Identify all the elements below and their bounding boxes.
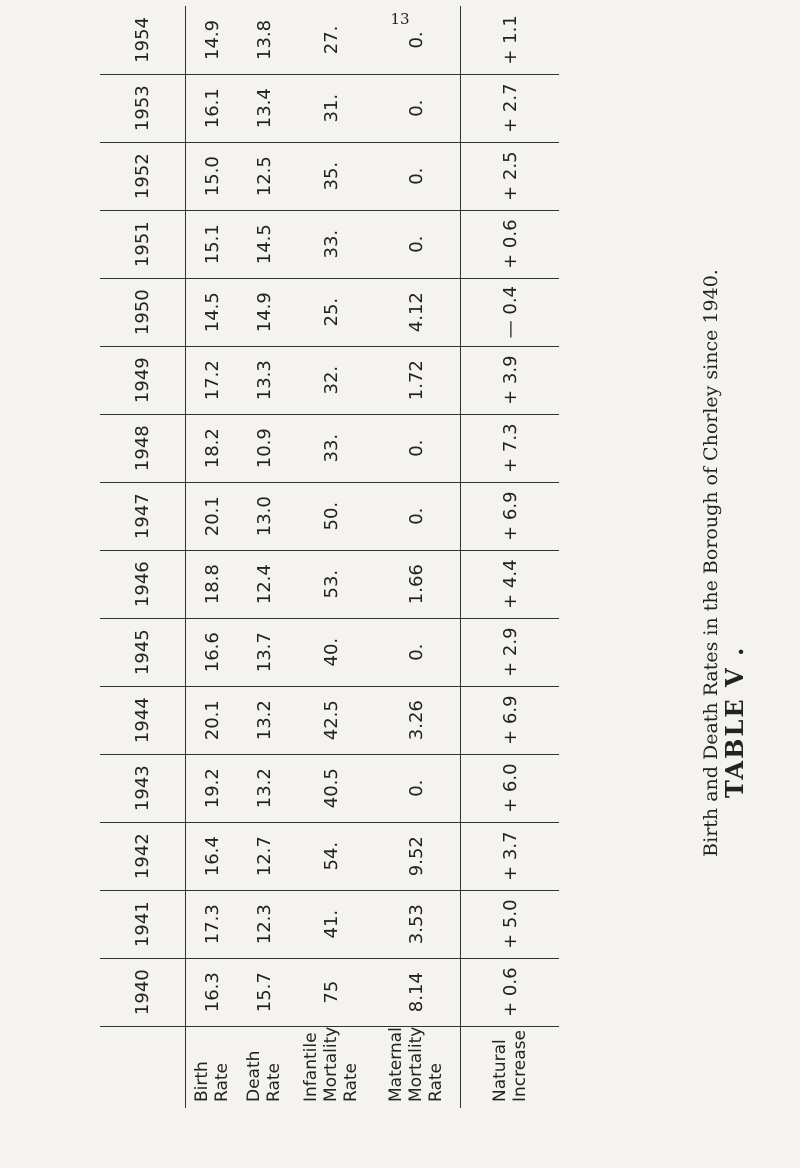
table-cell: 3.53 (372, 890, 461, 958)
table-cell: 40.5 (290, 754, 372, 822)
year-header: 1952 (100, 142, 186, 210)
table-cell: + 2.5 (461, 142, 560, 210)
table-row-birth-rate (186, 6, 239, 1108)
table-cell: 1.66 (372, 550, 461, 618)
table-row-infantile-mortality (290, 6, 372, 1108)
table-row-natural-increase (461, 6, 560, 1108)
table-cell: 18.8 (186, 550, 239, 618)
table-cell: 15.1 (186, 210, 239, 278)
table-cell: 53. (290, 550, 372, 618)
table-cell: 0. (372, 618, 461, 686)
year-header: 1950 (100, 278, 186, 346)
table-cell: 1.72 (372, 346, 461, 414)
table-cell: 14.5 (238, 210, 290, 278)
table-cell: 19.2 (186, 754, 239, 822)
table-cell: 15.0 (186, 142, 239, 210)
table-cell: 20.1 (186, 482, 239, 550)
table-cell: 13.4 (238, 74, 290, 142)
table-cell: 18.2 (186, 414, 239, 482)
year-header: 1947 (100, 482, 186, 550)
table-cell: 41. (290, 890, 372, 958)
table-cell: 20.1 (186, 686, 239, 754)
table-cell: 50. (290, 482, 372, 550)
table-cell: 13.7 (238, 618, 290, 686)
table-cell: 0. (372, 754, 461, 822)
year-header: 1942 (100, 822, 186, 890)
table-cell: 13.3 (238, 346, 290, 414)
table-cell: 40. (290, 618, 372, 686)
table-cell: + 6.0 (461, 754, 560, 822)
table-caption: Birth and Death Rates in the Borough of Chorley since 1940. (700, 269, 722, 857)
table-cell: 4.12 (372, 278, 461, 346)
table-cell: 31. (290, 74, 372, 142)
table-cell: 0. (372, 74, 461, 142)
year-header: 1943 (100, 754, 186, 822)
row-label: Birth Rate (186, 1026, 239, 1108)
table-cell: 17.3 (186, 890, 239, 958)
year-header: 1948 (100, 414, 186, 482)
table-cell: 35. (290, 142, 372, 210)
table-cell: + 2.7 (461, 74, 560, 142)
table-row-death-rate (238, 6, 290, 1108)
table-cell: + 4.4 (461, 550, 560, 618)
table-cell: 14.5 (186, 278, 239, 346)
row-label: Death Rate (238, 1026, 290, 1108)
birth-death-rates-table (100, 6, 559, 1108)
page-number: 13 (390, 10, 410, 28)
table-cell: 0. (372, 414, 461, 482)
table-cell: 16.1 (186, 74, 239, 142)
year-header: 1946 (100, 550, 186, 618)
table-cell: — 0.4 (461, 278, 560, 346)
year-header: 1940 (100, 958, 186, 1026)
table-cell: 27. (320, 25, 342, 55)
table-cell: + 3.7 (461, 822, 560, 890)
table-cell: 0. (372, 482, 461, 550)
table-cell: + 2.9 (461, 618, 560, 686)
table-cell: 12.5 (238, 142, 290, 210)
table-cell: 33. (290, 414, 372, 482)
table-cell: 17.2 (186, 346, 239, 414)
table-cell: 12.7 (238, 822, 290, 890)
year-header: 1949 (100, 346, 186, 414)
table-cell: 25. (290, 278, 372, 346)
table-cell: + 6.9 (461, 482, 560, 550)
table-cell: 14.9 (238, 278, 290, 346)
table-cell: 0. (372, 6, 461, 74)
table-heading: TABLE V . (720, 645, 749, 798)
table-cell: 13.8 (253, 19, 275, 60)
year-header: 1941 (100, 890, 186, 958)
year-header-row (100, 6, 186, 1108)
table-cell: 16.3 (186, 958, 239, 1026)
corner-cell (100, 1026, 186, 1108)
table-cell: 13.2 (238, 754, 290, 822)
year-header: 1951 (100, 210, 186, 278)
table-cell: + 1.1 (499, 15, 521, 65)
table-cell: + 3.9 (461, 346, 560, 414)
table-cell: + 6.9 (461, 686, 560, 754)
table-cell: 13.2 (238, 686, 290, 754)
table-cell: 9.52 (372, 822, 461, 890)
year-header: 1953 (100, 74, 186, 142)
row-label: Natural Increase (461, 1026, 560, 1108)
year-header: 1954 (100, 6, 186, 74)
table-row-maternal-mortality (372, 6, 461, 1108)
table-cell: 13.0 (238, 482, 290, 550)
table-cell: 10.9 (238, 414, 290, 482)
table-cell: 54. (290, 822, 372, 890)
table-cell: 16.4 (186, 822, 239, 890)
table-cell: 8.14 (372, 958, 461, 1026)
table-cell: 14.9 (201, 19, 223, 60)
table-cell: 75 (290, 958, 372, 1026)
table-cell: 0. (372, 142, 461, 210)
table-cell: + 5.0 (461, 890, 560, 958)
table-cell: + 7.3 (461, 414, 560, 482)
table-cell: 15.7 (238, 958, 290, 1026)
table-cell: 16.6 (186, 618, 239, 686)
table-cell: 12.4 (238, 550, 290, 618)
row-label: Infantile Mortality Rate (290, 1026, 372, 1108)
row-label: Maternal Mortality Rate (372, 1026, 461, 1108)
table-cell: 0. (372, 210, 461, 278)
table-cell: 3.26 (372, 686, 461, 754)
table-cell: + 0.6 (461, 210, 560, 278)
year-header: 1944 (100, 686, 186, 754)
table-cell: 12.3 (238, 890, 290, 958)
table-cell: 42.5 (290, 686, 372, 754)
table-cell: + 0.6 (461, 958, 560, 1026)
table-cell: 32. (290, 346, 372, 414)
year-header: 1945 (100, 618, 186, 686)
table-cell: 33. (290, 210, 372, 278)
